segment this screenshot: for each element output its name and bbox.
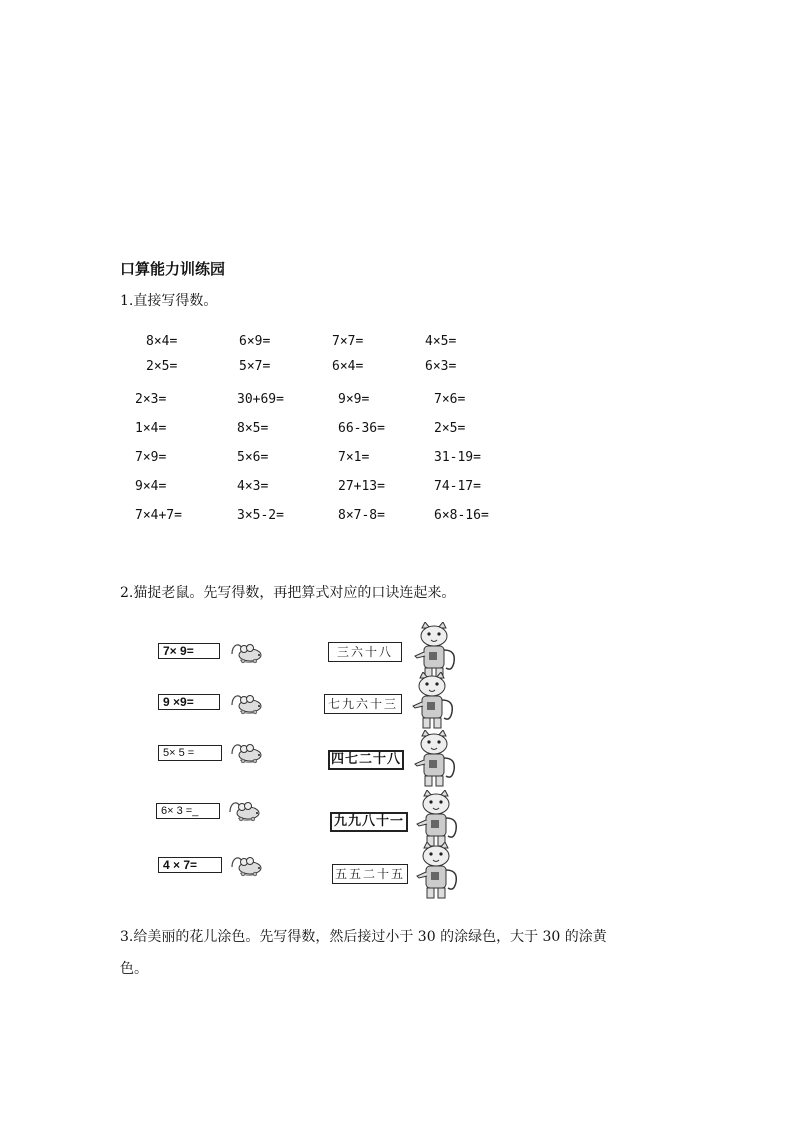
equation: 66-36= (338, 421, 385, 436)
equation: 6×3= (425, 359, 457, 374)
equation: 74-17= (434, 479, 481, 494)
equation-box[interactable]: 6× 3 =_ (156, 803, 220, 819)
equation: 6×9= (239, 334, 271, 349)
question-3-heading-continued: 色。 (120, 961, 148, 977)
equation-box[interactable]: 7× 9= (158, 643, 220, 659)
mouse-icon (228, 740, 266, 766)
rhyme-box[interactable]: 三六十八 (328, 642, 402, 662)
equation-box[interactable]: 5× 5 = (158, 745, 222, 761)
rhyme-box[interactable]: 五五二十五 (332, 864, 408, 884)
cat-icon (412, 730, 458, 788)
cat-icon (414, 842, 460, 900)
equation: 2×5= (146, 359, 178, 374)
equation: 8×5= (237, 421, 269, 436)
page-title: 口算能力训练园 (120, 260, 226, 278)
equation: 9×4= (135, 479, 167, 494)
equation: 7×9= (135, 450, 167, 465)
mouse-icon (226, 798, 264, 824)
equation: 2×5= (434, 421, 466, 436)
equation: 4×5= (425, 334, 457, 349)
equation: 8×4= (146, 334, 178, 349)
equation: 5×6= (237, 450, 269, 465)
rhyme-box[interactable]: 九九八十一 (330, 812, 408, 832)
equation: 6×8-16= (434, 508, 489, 523)
equation: 1×4= (135, 421, 167, 436)
equation: 7×1= (338, 450, 370, 465)
equation-box[interactable]: 4 × 7= (158, 857, 222, 873)
equation: 4×3= (237, 479, 269, 494)
equation: 6×4= (332, 359, 364, 374)
equation: 9×9= (338, 392, 370, 407)
equation-box[interactable]: 9 ×9= (158, 694, 220, 710)
cat-icon (410, 672, 456, 730)
equation: 7×6= (434, 392, 466, 407)
question-1-heading: 1.直接写得数。 (120, 293, 218, 309)
mouse-icon (228, 691, 266, 717)
equation: 7×4+7= (135, 508, 182, 523)
equation: 8×7-8= (338, 508, 385, 523)
rhyme-box[interactable]: 七九六十三 (324, 694, 402, 714)
equation: 3×5-2= (237, 508, 284, 523)
equation: 7×7= (332, 334, 364, 349)
equation: 5×7= (239, 359, 271, 374)
mouse-icon (228, 640, 266, 666)
question-2-heading: 2.猫捉老鼠。先写得数，再把算式对应的口诀连起来。 (120, 585, 456, 601)
cat-icon (414, 790, 460, 848)
question-3-heading: 3.给美丽的花儿涂色。先写得数，然后接过小于 30 的涂绿色，大于 30 的涂黄 (120, 929, 607, 945)
equation: 31-19= (434, 450, 481, 465)
mouse-icon (228, 853, 266, 879)
equation: 2×3= (135, 392, 167, 407)
equation: 30+69= (237, 392, 284, 407)
rhyme-box[interactable]: 四七二十八 (328, 750, 404, 770)
equation: 27+13= (338, 479, 385, 494)
